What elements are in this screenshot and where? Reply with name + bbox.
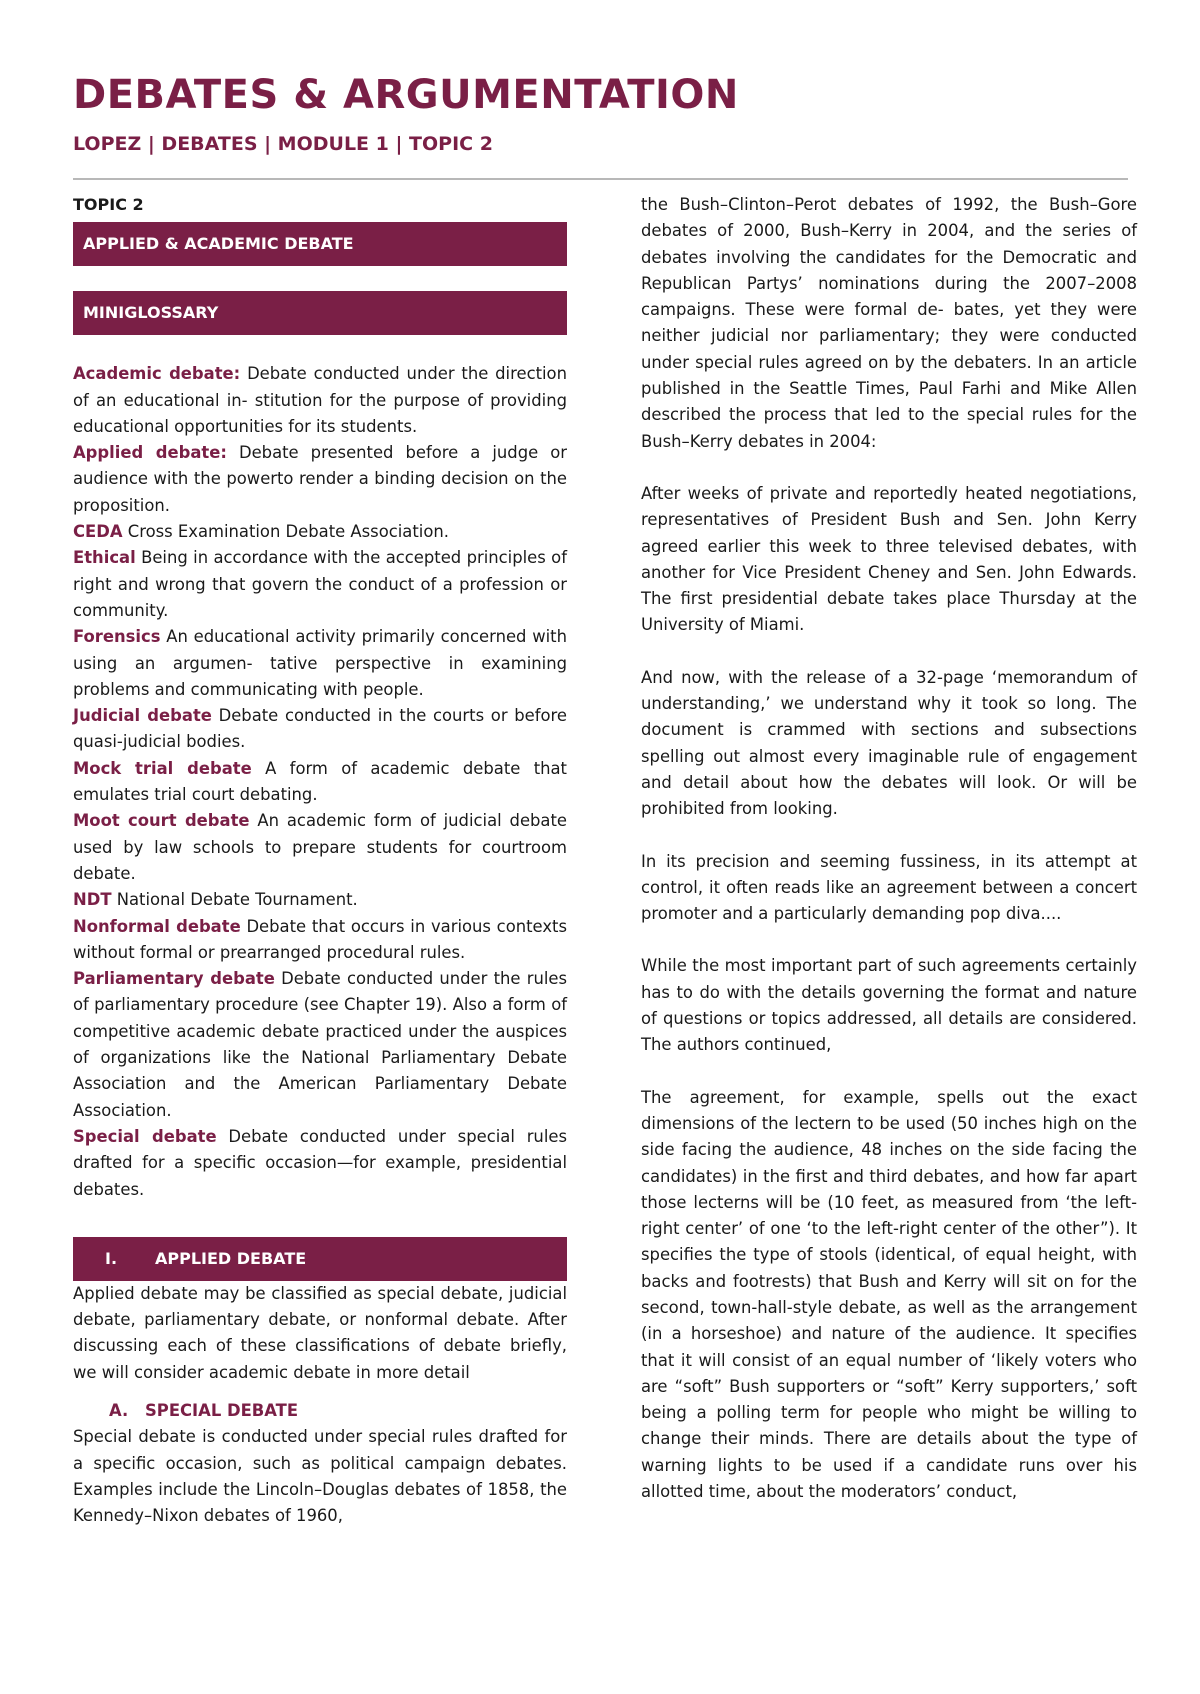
glossary-term: NDT — [73, 890, 112, 910]
glossary-list — [73, 361, 567, 1203]
glossary-entry — [73, 624, 567, 703]
quote-paragraph: The agreement, for example, spells out the exact dimensions of the lectern to be used (50 inches high on the side facing the audience, 48 inches on the side facing the candidates) in the first and third debates, and how far apart those lecterns will be (10 feet, as measured from ‘the left-right center’ of one ‘to the left-right center of the other”). It specifies the type of stools (identical, of equal height, with backs and footrests) that Bush and Kerry will sit on for the second, town-hall-style debate, as well as the arrangement (in a horseshoe) and nature of the audience. It specifies that it will consist of an equal number of ‘likely voters who are “soft” Bush supporters or “soft” Kerry supporters,’ soft being a polling term for people who might be willing to change their minds. There are details about the type of warning lights to be used if a candidate runs over his allotted time, about the moderators’ conduct, — [641, 1087, 1137, 1502]
glossary-term: CEDA — [73, 522, 123, 542]
glossary-term: Moot court debate — [73, 811, 250, 831]
section-bar-applied-debate — [73, 1237, 567, 1281]
glossary-term: Parliamentary debate — [73, 969, 275, 989]
glossary-definition: Debate that occurs in various contexts without formal or prearranged procedural rules. — [73, 916, 567, 962]
glossary-entry — [73, 361, 567, 440]
glossary-definition: Debate presented before a judge or audience with the powerto render a binding decision on the proposition. — [73, 443, 568, 515]
quote-paragraph: And now, with the release of a 32-page ‘memorandum of understanding,’ we understand why it took so long. The document is crammed with sections and subsections spelling out almost every imaginable rule of engagement and detail about how the debates will look. Or will be prohibited from looking. — [641, 667, 1137, 819]
glossary-term: Mock trial debate — [73, 758, 252, 778]
glossary-term: Academic debate: — [73, 364, 241, 384]
glossary-definition: Debate conducted under the direction of an educational in- stitution for the purpose of providing educational opportunities for its students. — [73, 364, 567, 436]
left-column — [73, 192, 567, 1529]
glossary-term: Applied debate: — [73, 443, 227, 463]
body-paragraph: While the most important part of such agreements certainly has to do with the details governing the format and nature of questions or topics addressed, all details are considered. The authors continued, — [641, 956, 1137, 1055]
glossary-entry — [73, 756, 567, 809]
glossary-term: Nonformal debate — [73, 916, 241, 936]
glossary-term: Special debate — [73, 1126, 217, 1146]
section-bar-applied-academic: APPLIED & ACADEMIC DEBATE — [73, 222, 567, 266]
quote-paragraph: After weeks of private and reportedly heated negotiations, representatives of President Bush and Sen. John Kerry agreed earlier this week to three televised debates, with another for Vice President Cheney and Sen. John Edwards. The first presidential debate takes place Thursday at the University of Miami. — [641, 483, 1137, 635]
document-subtitle: LOPEZ | DEBATES | MODULE 1 | TOPIC 2 — [73, 133, 493, 155]
glossary-term: Judicial debate — [73, 706, 212, 726]
subsection-paragraph: Special debate is conducted under special rules drafted for a specific occasion, such as political campaign debates. Examples include the Lincoln–Douglas debates of 1858, the Kennedy–Nixon debates of 1960, — [73, 1427, 567, 1526]
glossary-definition: Debate conducted under the rules of parliamentary procedure (see Chapter 19). Also a form of competitive academic debate practiced under the auspices of organizations like the National Parliamentary Debate Association and the American Parliamentary Debate Association. — [73, 969, 568, 1120]
section-number: I. — [105, 1248, 118, 1268]
glossary-entry — [73, 545, 567, 624]
quote-paragraph: In its precision and seeming fussiness, in its attempt at control, it often reads like an agreement between a concert promoter and a particularly demanding pop diva.... — [641, 851, 1137, 924]
body-paragraph: the Bush–Clinton–Perot debates of 1992, the Bush–Gore debates of 2000, Bush–Kerry in 2004, and the series of debates involving the candidates for the Democratic and Republican Partys’ nominations during the 2007–2008 campaigns. These were formal de- bates, yet they were neither judicial nor parliamentary; they were conducted under special rules agreed on by the debaters. In an article published in the Seattle Times, Paul Farhi and Mike Allen described the process that led to the special rules for the Bush–Kerry debates in 2004: — [641, 195, 1137, 451]
header-divider — [73, 178, 1128, 180]
subsection-number: A. — [109, 1400, 129, 1420]
section-bar-miniglossary: MINIGLOSSARY — [73, 291, 567, 335]
glossary-entry — [73, 808, 567, 887]
glossary-entry — [73, 914, 567, 967]
section-paragraph: Applied debate may be classified as special debate, judicial debate, parliamentary debate, or nonformal debate. After discussing each of these classifications of debate briefly, we will consider academic debate in more detail — [73, 1283, 567, 1382]
subsection-heading-special-debate — [73, 1398, 567, 1424]
section-title: APPLIED DEBATE — [155, 1248, 307, 1268]
right-column — [641, 192, 1137, 1505]
glossary-entry — [73, 440, 567, 519]
glossary-entry — [73, 703, 567, 756]
glossary-entry — [73, 966, 567, 1124]
glossary-definition: National Debate Tournament. — [116, 890, 358, 910]
subsection-title: SPECIAL DEBATE — [145, 1400, 299, 1420]
glossary-entry — [73, 519, 567, 545]
glossary-definition: Cross Examination Debate Association. — [127, 522, 449, 542]
document-title: DEBATES & ARGUMENTATION — [73, 72, 739, 118]
glossary-definition: An academic form of judicial debate used by law schools to prepare students for courtroom debate. — [73, 811, 567, 883]
glossary-definition: Debate conducted under special rules drafted for a specific occasion—for example, presidential debates. — [73, 1126, 567, 1199]
glossary-definition: Being in accordance with the accepted principles of right and wrong that govern the conduct of a profession or community. — [73, 548, 567, 620]
glossary-entry — [73, 1124, 567, 1203]
glossary-definition: A form of academic debate that emulates trial court debating. — [73, 758, 567, 805]
glossary-term: Forensics — [73, 627, 161, 647]
topic-label: TOPIC 2 — [73, 195, 144, 214]
glossary-entry — [73, 887, 567, 913]
glossary-definition: An educational activity primarily concerned with using an argumen- tative perspective in examining problems and communicating with people. — [73, 627, 567, 699]
glossary-definition: Debate conducted in the courts or before quasi-judicial bodies. — [73, 706, 567, 752]
glossary-term: Ethical — [73, 548, 136, 568]
